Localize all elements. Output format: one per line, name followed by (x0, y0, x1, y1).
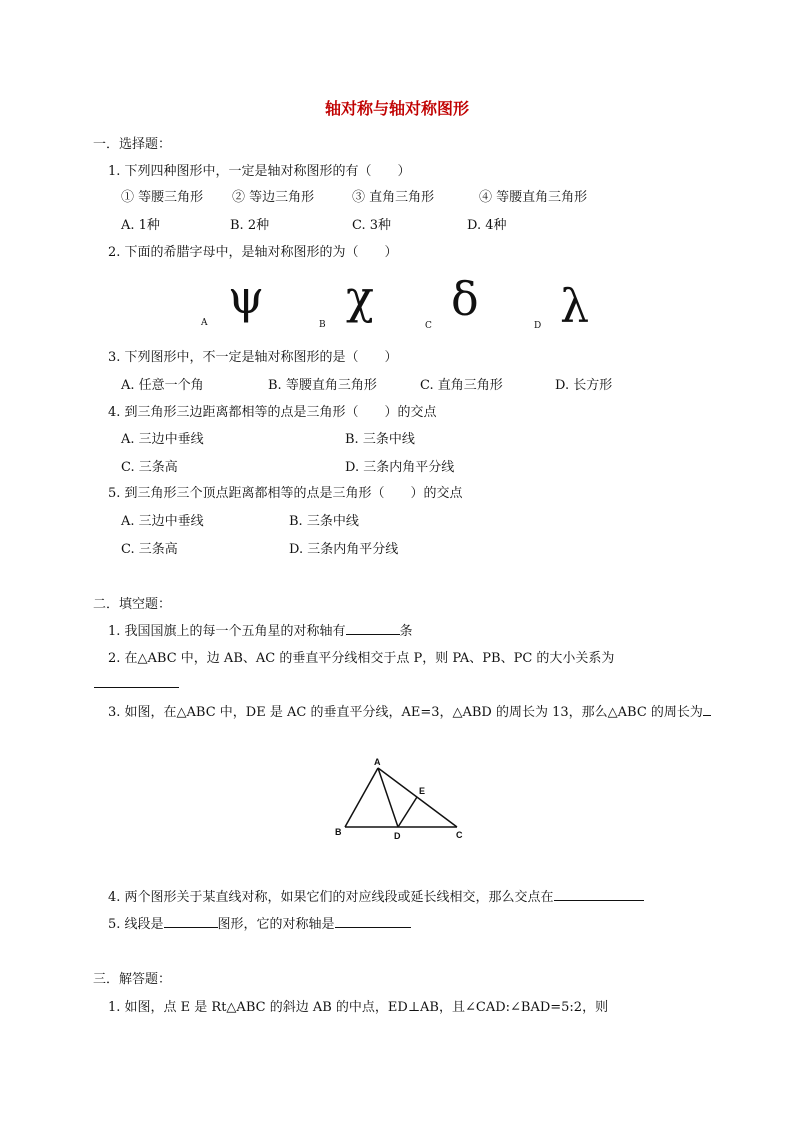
q1-4-option-b: B. 三条中线 (345, 432, 415, 447)
q1-1-item-4: ④ 等腰直角三角形 (479, 190, 588, 205)
answer-blank (335, 915, 411, 928)
q1-1-item-3: ③ 直角三角形 (352, 190, 435, 205)
q1-4-option-c: C. 三条高 (121, 460, 178, 475)
page-title: 轴对称与轴对称图形 (324, 99, 469, 118)
q1-2-stem: 2. 下面的希腊字母中，是轴对称图形的为（ ） (108, 245, 398, 260)
vertex-label-b: B (335, 827, 342, 837)
q1-3-stem: 3. 下列图形中，不一定是轴对称图形的是（ ） (108, 350, 398, 365)
q1-5-option-b: B. 三条中线 (289, 514, 359, 529)
q1-3-option-b: B. 等腰直角三角形 (268, 378, 377, 393)
q1-1-option-d: D. 4种 (467, 218, 507, 233)
greek-label-a: A (201, 318, 208, 328)
q2-4-line (108, 886, 644, 905)
vertex-label-a: A (374, 757, 381, 767)
q1-5-option-a: A. 三边中垂线 (121, 514, 204, 529)
q1-1-option-c: C. 3种 (352, 218, 392, 233)
q1-4-option-a: A. 三边中垂线 (121, 432, 204, 447)
answer-blank (164, 915, 218, 928)
q1-1-stem: 1. 下列四种图形中，一定是轴对称图形的有（ ） (108, 164, 411, 179)
point-label-e: E (419, 786, 426, 796)
greek-label-b: B (319, 320, 326, 330)
q2-3-text: 3. 如图，在△ABC 中，DE 是 AC 的垂直平分线，AE=3，△ABD 的周长为 13，那么△ABC 的周长为 (108, 705, 703, 720)
segment-ad (378, 768, 398, 827)
segment-de (398, 797, 417, 827)
q2-5-line (108, 913, 411, 932)
greek-label-c: C (425, 321, 432, 331)
q2-3-line (108, 701, 711, 720)
answer-blank (554, 888, 644, 901)
q1-1-item-2: ② 等边三角形 (232, 190, 315, 205)
greek-letter-psi: ψ (228, 270, 265, 324)
q1-5-option-c: C. 三条高 (121, 542, 178, 557)
greek-letter-delta: δ (451, 272, 479, 326)
q1-4-stem: 4. 到三角形三边距离都相等的点是三角形（ ）的交点 (108, 405, 437, 420)
answer-blank (703, 703, 711, 716)
point-label-d: D (394, 831, 401, 841)
q2-4-text: 4. 两个图形关于某直线对称，如果它们的对应线段或延长线相交，那么交点在 (108, 890, 554, 905)
section-2-heading: 二．填空题： (93, 597, 172, 612)
q1-3-option-a: A. 任意一个角 (121, 378, 204, 393)
q2-1-line (108, 620, 413, 639)
segment-ab (345, 768, 378, 827)
q1-5-stem: 5. 到三角形三个顶点距离都相等的点是三角形（ ）的交点 (108, 486, 463, 501)
greek-letter-lambda: λ (560, 279, 590, 333)
greek-letter-chi: χ (346, 270, 374, 324)
section-1-heading: 一．选择题： (93, 137, 172, 152)
section-3-heading: 三．解答题： (93, 972, 172, 987)
q2-5-text-middle: 图形，它的对称轴是 (217, 917, 335, 932)
q2-1-text-after: 条 (399, 624, 413, 639)
q1-1-option-a: A. 1种 (121, 218, 160, 233)
q2-5-text-before: 5. 线段是 (108, 917, 164, 932)
q2-1-text-before: 1. 我国国旗上的每一个五角星的对称轴有 (108, 624, 346, 639)
q1-3-option-d: D. 长方形 (555, 378, 613, 393)
vertex-label-c: C (456, 830, 463, 840)
q2-2-text: 2. 在△ABC 中，边 AB、AC 的垂直平分线相交于点 P，则 PA、PB、PC 的大小关系为 (108, 651, 615, 666)
answer-blank (346, 622, 400, 635)
q1-4-option-d: D. 三条内角平分线 (345, 460, 455, 475)
q1-1-option-b: B. 2种 (230, 218, 270, 233)
triangle-figure (330, 755, 470, 845)
greek-label-d: D (534, 321, 542, 331)
q1-3-option-c: C. 直角三角形 (420, 378, 503, 393)
answer-blank (94, 676, 179, 688)
q1-1-item-1: ① 等腰三角形 (121, 190, 204, 205)
q3-1-text: 1. 如图，点 E 是 Rt△ABC 的斜边 AB 的中点，ED⊥AB，且∠CAD:∠BAD=5:2，则 (108, 1000, 609, 1015)
q1-5-option-d: D. 三条内角平分线 (289, 542, 399, 557)
